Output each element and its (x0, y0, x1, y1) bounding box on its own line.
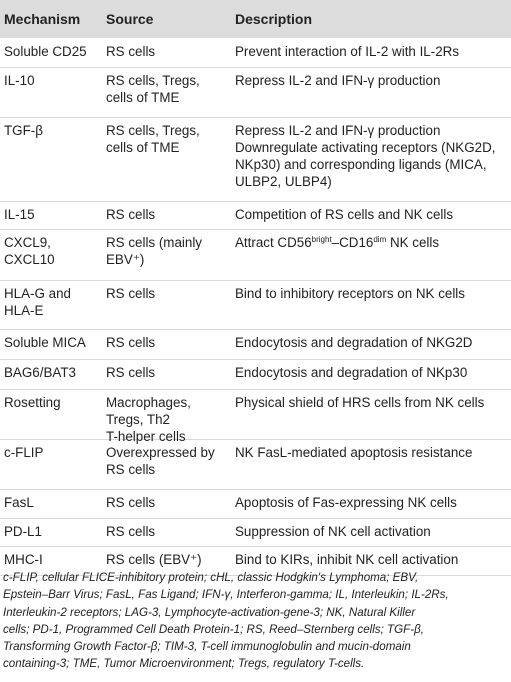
source-cell (106, 72, 228, 106)
table-row (0, 201, 511, 230)
description-cell-line: Downregulate activating receptors (NKG2D, (235, 140, 496, 155)
mechanism-cell (4, 494, 100, 511)
description-cell (235, 206, 507, 223)
source-cell-line: cells of TME (106, 90, 180, 105)
mechanism-cell (4, 285, 100, 319)
source-cell-line: Overexpressed by (106, 445, 215, 460)
source-cell-line: RS cells (106, 286, 156, 301)
description-cell (235, 444, 507, 461)
description-cell (235, 494, 507, 511)
description-cell (235, 43, 507, 60)
mechanism-cell (4, 122, 100, 139)
source-cell-line: RS cells (106, 462, 156, 477)
mechanism-cell-line: CXCL10 (4, 252, 55, 267)
source-cell-line: RS cells (106, 335, 156, 350)
table-row (0, 229, 511, 281)
mechanism-cell-line: BAG6/BAT3 (4, 365, 76, 380)
description-cell-line: Endocytosis and degradation of NKG2D (235, 335, 473, 350)
source-cell (106, 444, 228, 478)
description-cell-line: ULBP2, ULBP4) (235, 174, 332, 189)
description-cell-line: Prevent interaction of IL-2 with IL-2Rs (235, 44, 460, 59)
source-cell-line: RS cells (106, 44, 156, 59)
source-cell-line: RS cells (106, 524, 156, 539)
description-text: dim (373, 235, 387, 244)
mechanism-cell-line: MHC-I (4, 552, 43, 567)
description-cell (235, 364, 507, 381)
mechanism-cell (4, 394, 100, 411)
description-cell-line: Suppression of NK cell activation (235, 524, 431, 539)
source-cell-line: RS cells (EBV⁺) (106, 552, 202, 567)
footnote-line: cells; PD-1, Programmed Cell Death Protein-1; RS, Reed–Sternberg cells; TGF-β, (3, 622, 424, 636)
mechanism-cell-line: HLA-G and (4, 286, 71, 301)
description-cell (235, 551, 507, 568)
description-cell (235, 234, 507, 251)
description-cell (235, 394, 507, 411)
description-text: –CD16 (331, 235, 374, 250)
footnote-line: containing-3; TME, Tumor Microenvironment; Tregs, regulatory T-cells. (3, 657, 365, 671)
mechanism-cell-line: Rosetting (4, 395, 61, 410)
mechanism-cell (4, 364, 100, 381)
table-header (0, 0, 511, 38)
table-row (0, 329, 511, 360)
source-cell-line: EBV⁺) (106, 252, 145, 267)
mechanism-cell-line: IL-10 (4, 73, 35, 88)
description-cell (235, 334, 507, 351)
description-cell-line: NKp30) and corresponding ligands (MICA, (235, 157, 487, 172)
description-cell (235, 122, 507, 190)
description-cell (235, 72, 507, 89)
source-cell (106, 551, 228, 568)
description-cell-line: Apoptosis of Fas-expressing NK cells (235, 495, 457, 510)
mechanism-cell-line: PD-L1 (4, 524, 42, 539)
header-source: Source (106, 11, 154, 27)
mechanism-cell (4, 551, 100, 568)
mechanism-cell-line: FasL (4, 495, 34, 510)
mechanism-cell-line: TGF-β (4, 123, 43, 138)
source-cell (106, 234, 228, 268)
mechanism-cell-line: IL-15 (4, 207, 35, 222)
table-row (0, 439, 511, 490)
source-cell-line: Tregs, Th2 (106, 412, 171, 427)
source-cell (106, 494, 228, 511)
footnote-line: Transforming Growth Factor-β; TIM-3, T-cell immunoglobulin and mucin-domain (3, 640, 411, 654)
mechanism-cell-line: Soluble MICA (4, 335, 86, 350)
description-text: bright (311, 235, 332, 244)
table-row (0, 389, 511, 444)
description-cell-line: Competition of RS cells and NK cells (235, 207, 454, 222)
source-cell-line: RS cells (106, 207, 156, 222)
mechanism-cell (4, 334, 100, 351)
source-cell-line: T-helper cells (106, 429, 186, 444)
mechanism-cell-line: CXCL9, (4, 235, 51, 250)
table-row (0, 67, 511, 118)
mechanism-cell-line: Soluble CD25 (4, 44, 87, 59)
source-cell (106, 523, 228, 540)
table-row (0, 280, 511, 330)
footnote-line: Epstein–Barr Virus; FasL, Fas Ligand; IFN-γ, Interferon-gamma; IL, Interleukin; IL-2Rs, (3, 588, 449, 602)
source-cell-line: RS cells (106, 495, 156, 510)
table-row (0, 117, 511, 202)
mechanism-cell-line: c-FLIP (4, 445, 44, 460)
mechanism-cell (4, 523, 100, 540)
description-cell-line: Bind to KIRs, inhibit NK cell activation (235, 552, 459, 567)
table-row (0, 489, 511, 519)
description-cell (235, 523, 507, 540)
mechanism-cell (4, 234, 100, 268)
source-cell-line: RS cells (mainly (106, 235, 202, 250)
source-cell (106, 334, 228, 351)
mechanism-cell (4, 72, 100, 89)
source-cell-line: cells of TME (106, 140, 180, 155)
mechanism-cell (4, 43, 100, 60)
footnote-line: Interleukin-2 receptors; LAG-3, Lymphocyte-activation-gene-3; NK, Natural Killer (3, 605, 416, 619)
description-cell-line: NK FasL-mediated apoptosis resistance (235, 445, 473, 460)
header-description: Description (235, 11, 313, 27)
source-cell (106, 43, 228, 60)
description-cell (235, 285, 507, 302)
source-cell (106, 206, 228, 223)
description-cell-line: Repress IL-2 and IFN-γ production (235, 123, 441, 138)
source-cell-line: RS cells, Tregs, (106, 123, 200, 138)
description-cell-line: Endocytosis and degradation of NKp30 (235, 365, 468, 380)
mechanism-cell-line: HLA-E (4, 303, 44, 318)
description-text: Attract CD56 (235, 235, 312, 250)
source-cell (106, 394, 228, 445)
source-cell-line: RS cells, Tregs, (106, 73, 200, 88)
source-cell (106, 364, 228, 381)
table-row (0, 359, 511, 390)
table-footnote (3, 569, 509, 673)
description-cell-line: Bind to inhibitory receptors on NK cells (235, 286, 465, 301)
source-cell (106, 285, 228, 302)
description-text: NK cells (386, 235, 440, 250)
description-cell-line: Physical shield of HRS cells from NK cells (235, 395, 485, 410)
source-cell (106, 122, 228, 156)
footnote-line: c-FLIP, cellular FLICE-inhibitory protein; cHL, classic Hodgkin's Lymphoma; EBV, (3, 571, 419, 584)
description-cell-line (235, 234, 507, 251)
source-cell-line: Macrophages, (106, 395, 191, 410)
header-mechanism: Mechanism (4, 11, 81, 27)
mechanism-cell (4, 444, 100, 461)
source-cell-line: RS cells (106, 365, 156, 380)
table-row (0, 518, 511, 547)
table-row (0, 38, 511, 68)
mechanism-cell (4, 206, 100, 223)
description-cell-line: Repress IL-2 and IFN-γ production (235, 73, 441, 88)
